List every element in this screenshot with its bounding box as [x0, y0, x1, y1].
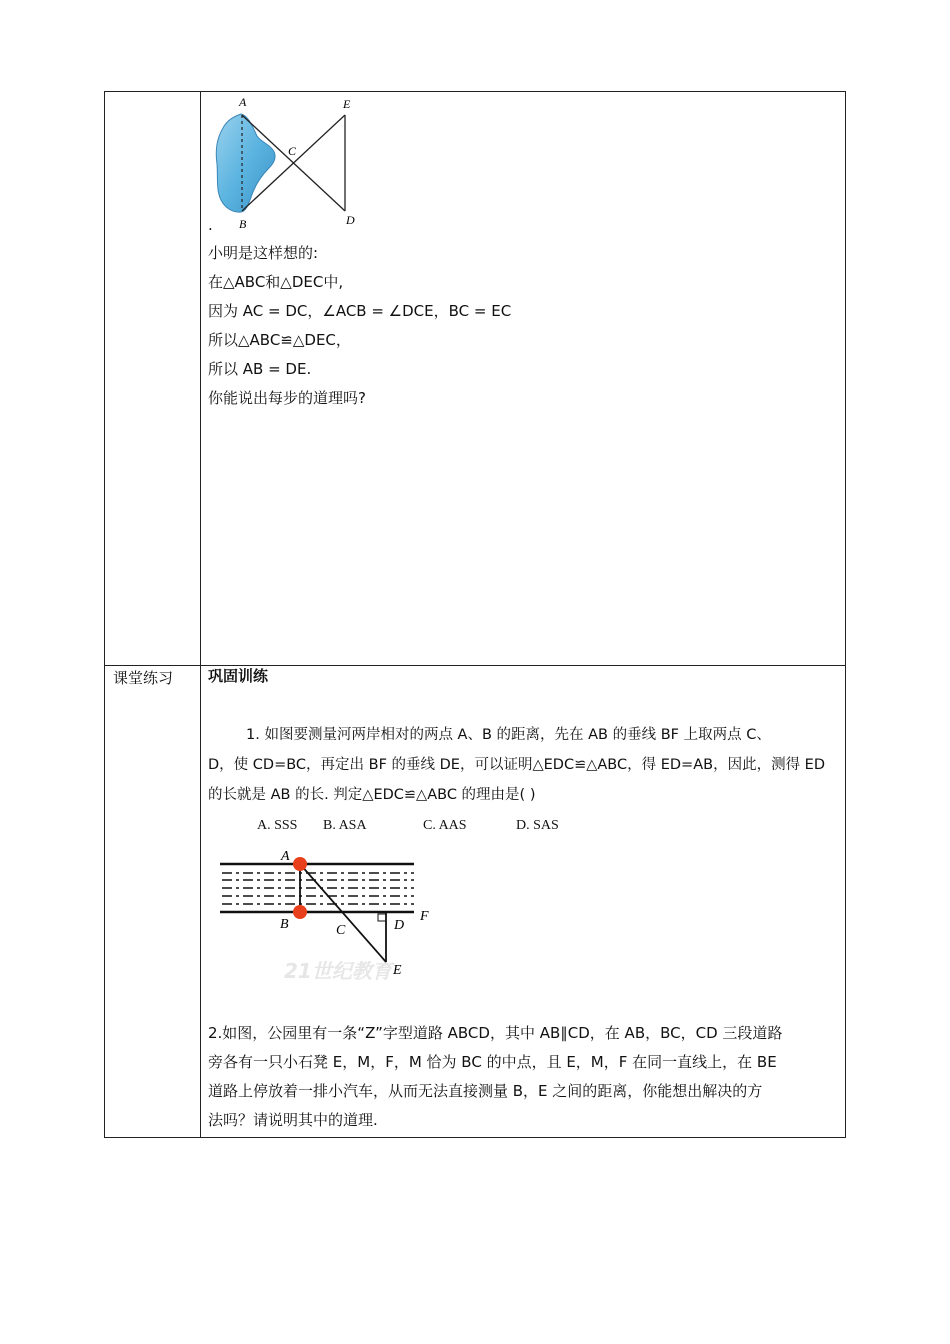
option-d[interactable]: D. SAS	[516, 818, 559, 833]
figure-dot: .	[208, 216, 213, 234]
question-2-line-1: 2.如图，公园里有一条“Z”字型道路 ABCD，其中 AB∥CD，在 AB，BC，CD 三段道路	[208, 1024, 783, 1042]
lake-shape	[216, 114, 275, 212]
question-1-line-1: 1. 如图要测量河两岸相对的两点 A、B 的距离，先在 AB 的垂线 BF 上取两点 C、	[246, 727, 771, 743]
section-heading: 巩固训练	[208, 667, 269, 685]
option-b[interactable]: B. ASA	[323, 818, 367, 833]
river-label-c: C	[336, 923, 346, 938]
section-label: 课堂练习	[113, 669, 174, 687]
reasoning-line-2: 在△ABC和△DEC中,	[208, 273, 344, 291]
reasoning-line-4: 所以△ABC≌△DEC，	[208, 331, 351, 349]
right-angle-mark	[378, 914, 386, 921]
river-label-a: A	[281, 849, 290, 864]
question-1-options	[257, 816, 559, 836]
question-1-line-3: 的长就是 AB 的长. 判定△EDC≌△ABC 的理由是( )	[208, 787, 536, 803]
point-b-marker	[293, 905, 307, 919]
question-2-line-4: 法吗？请说明其中的道理.	[208, 1111, 378, 1129]
river-label-f: F	[420, 909, 429, 924]
reasoning-line-6: 你能说出每步的道理吗?	[208, 389, 366, 407]
river-label-e: E	[393, 963, 402, 978]
water-dashes	[222, 873, 414, 904]
figure-river-measurement	[214, 846, 444, 981]
watermark: 21世纪教育	[284, 959, 392, 981]
question-2-line-2: 旁各有一只小石凳 E，M，F，M 恰为 BC 的中点，且 E，M，F 在同一直线上，在 BE	[208, 1053, 777, 1071]
figure-lake-triangles	[205, 94, 365, 234]
point-e-label: E	[343, 97, 351, 111]
river-label-d: D	[394, 918, 405, 933]
reasoning-line-3: 因为 AC = DC，∠ACB = ∠DCE，BC = EC	[208, 302, 512, 320]
river-label-b: B	[280, 917, 289, 932]
point-a-marker	[293, 857, 307, 871]
option-a[interactable]: A. SSS	[257, 818, 298, 833]
point-a-label: A	[239, 95, 247, 109]
column-divider	[200, 92, 201, 1137]
question-2-line-3: 道路上停放着一排小汽车，从而无法直接测量 B，E 之间的距离，你能想出解决的方	[208, 1082, 763, 1100]
reasoning-line-5: 所以 AB = DE.	[208, 360, 312, 378]
point-c-label: C	[288, 144, 297, 158]
reasoning-line-1: 小明是这样想的:	[208, 244, 319, 262]
option-c[interactable]: C. AAS	[423, 818, 467, 833]
point-b-label: B	[239, 217, 247, 231]
question-1-line-2: D，使 CD=BC，再定出 BF 的垂线 DE，可以证明△EDC≌△ABC，得 ED=AB，因此，测得 ED	[208, 757, 825, 773]
point-d-label: D	[346, 213, 355, 227]
